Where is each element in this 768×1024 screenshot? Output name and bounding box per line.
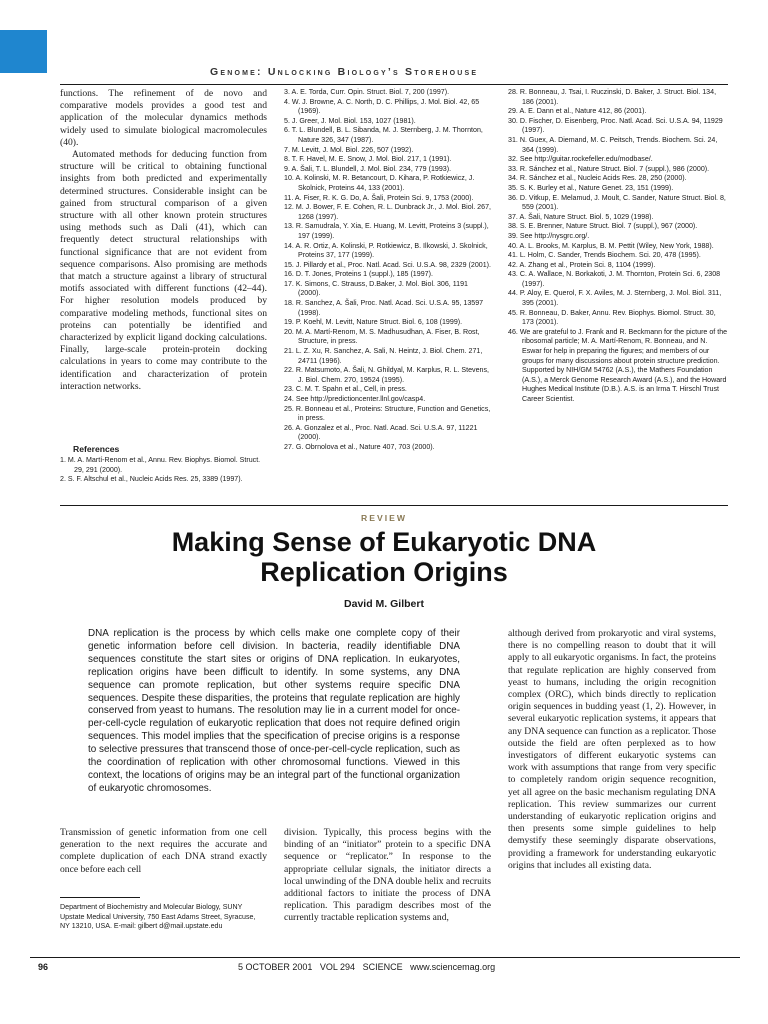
reference-item: 23. C. M. T. Spahn et al., Cell, in press. [284, 385, 407, 394]
article-column-1: Transmission of genetic information from one cell generation to the next requires the accurate and complete duplication of each DNA strand exactly once before each cell [60, 827, 267, 875]
reference-item: 30. D. Fischer, D. Eisenberg, Proc. Natl. Acad. Sci. U.S.A. 94, 11929 (1997). [508, 116, 723, 135]
footer-rule [30, 957, 740, 958]
reference-item: 18. R. Sanchez, A. Šali, Proc. Natl. Acad. Sci. U.S.A. 95, 13597 (1998). [284, 299, 484, 317]
top-body-column [60, 88, 267, 393]
article-author: David M. Gilbert [344, 598, 424, 610]
article-column-2: division. Typically, this process begins with the binding of an “initiator” protein to a specific DNA sequence or “replicator.” In response to the appropriate cellular signals, the initiator directs a local unwinding of the DNA double helix and recruits additional factors to initiate the process of DNA replication. This paradigm describes most of the currently tractable replication systems and, [284, 827, 491, 924]
reference-item: 35. S. K. Burley et al., Nature Genet. 23, 151 (1999). [508, 183, 674, 192]
reference-item: 22. R. Matsumoto, A. Šali, N. Ghildyal, M. Karplus, R. L. Stevens, J. Biol. Chem. 270, 19524 (1995). [284, 366, 490, 384]
affiliation-rule [60, 897, 140, 898]
reference-item: 13. R. Samudrala, Y. Xia, E. Huang, M. Levitt, Proteins 3 (suppl.), 197 (1999). [284, 222, 489, 240]
reference-item: 41. L. Holm, C. Sander, Trends Biochem. Sci. 20, 478 (1995). [508, 251, 701, 260]
reference-item: 32. See http://guitar.rockefeller.edu/modbase/. [508, 155, 653, 164]
section-divider [60, 505, 728, 506]
reference-item: 37. A. Šali, Nature Struct. Biol. 5, 1029 (1998). [508, 212, 654, 221]
title-line-2: Replication Origins [260, 557, 508, 587]
reference-item: 6. T. L. Blundell, B. L. Sibanda, M. J. Sternberg, J. M. Thornton, Nature 326, 347 (1987). [284, 126, 483, 144]
reference-item: 29. A. E. Dann et al., Nature 412, 86 (2001). [508, 107, 647, 116]
reference-item: 45. R. Bonneau, D. Baker, Annu. Rev. Biophys. Biomol. Struct. 30, 173 (2001). [508, 308, 716, 327]
article-kicker: REVIEW [361, 513, 407, 523]
reference-item: 38. S. E. Brenner, Nature Struct. Biol. 7 (suppl.), 967 (2000). [508, 222, 698, 231]
reference-item: 31. N. Guex, A. Diemand, M. C. Peitsch, Trends. Biochem. Sci. 24, 364 (1999). [508, 135, 718, 154]
article-abstract: DNA replication is the process by which cells make one complete copy of their genetic information before cell division. In bacteria, readily identifiable DNA sequences constitute the start sites or origins of DNA replication. In eukaryotes, replication origins have been difficult to identify. In some systems, any DNA sequence can promote replication, but other systems require specific DNA sequences. Despite these disparities, the proteins that regulate replication are highly conserved from yeast to humans. The resolution may lie in a current model for once-per-cell-cycle regulation of eukaryotic replication that does not require defined origin sequences. This model implies that the specification of precise origins is a response to selective pressures that transcend those of once-per-cell-cycle replication, such as the coordination of replication with other chromosomal functions. Viewed in this context, the locations of origins may be an integral part of the functional organization of eukaryotic chromosomes. [88, 628, 460, 794]
reference-item: 5. J. Greer, J. Mol. Biol. 153, 1027 (1981). [284, 116, 416, 125]
references-column-1 [60, 456, 267, 485]
reference-item: 3. A. E. Torda, Curr. Opin. Struct. Biol. 7, 200 (1997). [284, 88, 450, 96]
reference-item: 21. L. Z. Xu, R. Sanchez, A. Sali, N. Heintz, J. Biol. Chem. 271, 24711 (1996). [284, 347, 483, 365]
article-title [0, 527, 768, 587]
reference-item: 40. A. L. Brooks, M. Karplus, B. M. Pettit (Wiley, New York, 1988). [508, 241, 714, 250]
reference-item: 43. C. A. Wallace, N. Borkakoti, J. M. Thornton, Protein Sci. 6, 2308 (1997). [508, 270, 721, 288]
reference-item: 11. A. Fiser, R. K. G. Do, A. Šali, Protein Sci. 9, 1753 (2000). [284, 193, 474, 202]
reference-item: 16. D. T. Jones, Proteins 1 (suppl.), 185 (1997). [284, 270, 433, 279]
reference-item: 8. T. F. Havel, M. E. Snow, J. Mol. Biol. 217, 1 (1991). [284, 155, 452, 164]
reference-item: 33. R. Sánchez et al., Nature Struct. Biol. 7 (suppl.), 986 (2000). [508, 164, 710, 173]
reference-item: 15. J. Pillardy et al., Proc. Natl. Acad. Sci. U.S.A. 98, 2329 (2001). [284, 260, 491, 269]
body-paragraph: functions. The refinement of de novo and comparative models provides a good test and application of the molecular dynamics methods widely used to simulate biological macromolecules (40). [60, 88, 267, 148]
title-line-1: Making Sense of Eukaryotic DNA [171, 527, 597, 557]
reference-item: 4. W. J. Browne, A. C. North, D. C. Phillips, J. Mol. Biol. 42, 65 (1969). [284, 97, 480, 116]
references-column-2 [284, 88, 491, 453]
reference-item: 42. A. Zhang et al., Protein Sci. 8, 1104 (1999). [508, 260, 656, 269]
reference-item: 7. M. Levitt, J. Mol. Biol. 226, 507 (1992). [284, 145, 414, 154]
reference-item: 14. A. R. Ortiz, A. Kolinski, P. Rotkiewicz, B. Ilkowski, J. Skolnick, Proteins 37, 177 (1999). [284, 241, 488, 260]
reference-item: 17. K. Simons, C. Strauss, D.Baker, J. Mol. Biol. 306, 1191 (2000). [284, 279, 468, 298]
article-column-3: although derived from prokaryotic and viral systems, there is no compelling reason to doubt that it will apply to all eukaryotic organisms. In fact, the proteins that regulate replication are highly conserved from yeast to humans, including the origin recognition complex (ORC), which binds directly to replication origin sequences in budding yeast (1, 2). However, in several eukaryotic replication systems, it appears that any DNA sequence can function as a replicator. Those outside the field are often perplexed as to how investigators of different eukaryotic systems can work with assumptions that range from very specific to completely random origin sequence recognition, yet all agree on the basic mechanism regulating DNA replication. This review summarizes our current understanding of eukaryotic replication origins and then presents some simple guidelines to help demystify these seemingly disparate observations, providing a framework for understanding eukaryotic origins that includes all existing data. [508, 628, 716, 871]
reference-item: 46. We are grateful to J. Frank and R. Beckmann for the picture of the ribosomal particle; M. A. Martí-Renom, R. Bonneau, and N. Eswar for help in preparing the figures; and members of our groups for many discussions about protein structure prediction. Supported by NIH/GM 54762 (A.S.), the Mathers Foundation (A.S.), a Merck Genome Research Award (A.S.), and the Howard Hughes Medical Institute (D.B.). A.S. is an Irma T. Hirschl Trust Career Scientist. [508, 327, 728, 403]
reference-item: 36. D. Vitkup, E. Melamud, J. Moult, C. Sander, Nature Struct. Biol. 8, 559 (2001). [508, 193, 726, 212]
reference-item: 34. R. Sánchez et al., Nucleic Acids Res. 28, 250 (2000). [508, 174, 687, 183]
reference-item: 26. A. Gonzalez et al., Proc. Natl. Acad. Sci. U.S.A. 97, 11221 (2000). [284, 423, 478, 442]
page-number: 96 [38, 962, 49, 972]
reference-item: 28. R. Bonneau, J. Tsai, I. Ruczinski, D. Baker, J. Struct. Biol. 134, 186 (2001). [508, 88, 717, 106]
section-color-tab [0, 30, 47, 73]
reference-item: 24. See http://predictioncenter.llnl.gov/casp4. [284, 395, 426, 403]
reference-item: 39. See http://nysgrc.org/. [508, 231, 590, 240]
author-affiliation: Department of Biochemistry and Molecular Biology, SUNY Upstate Medical University, 750 East Adams Street, Syracuse, NY 13210, USA. E-mail: gilbert d@mail.upstate.edu [60, 903, 256, 930]
references-column-3 [508, 88, 728, 405]
reference-item: 19. P. Koehl, M. Levitt, Nature Struct. Biol. 6, 108 (1999). [284, 318, 463, 327]
footer-citation: 5 OCTOBER 2001 VOL 294 SCIENCE www.sciencemag.org [238, 962, 496, 972]
body-paragraph: Automated methods for deducing function from structure will be critical to obtaining functional insights from both predicted and experimentally determined structures. Considerable insight can be gained from structural comparison of a given structure with all other known protein structures using methods such as Dali (41), which can frequently detect structural relationships with functional significance that are not evident from sequence comparisons. Also promising are methods that match a structure against a library of structural motifs associated with different functions (42–44). For higher resolution models produced by comparative modeling methods, functional sites on proteins can potentially be identified and characterized by explicit ligand docking calculations. Finally, large-scale protein-protein docking calculations in years to come may contribute to the identification and characterization of protein interaction networks. [60, 149, 267, 392]
references-heading: References [73, 444, 120, 454]
reference-item: 12. M. J. Bower, F. E. Cohen, R. L. Dunbrack Jr., J. Mol. Biol. 267, 1268 (1997). [284, 203, 491, 221]
reference-item: 27. G. Obrnolova et al., Nature 407, 703 (2000). [284, 442, 435, 451]
running-head: Genome: Unlocking Biology’s Storehouse [210, 66, 479, 78]
reference-item: 9. A. Šali, T. L. Blundell, J. Mol. Biol. 234, 779 (1993). [284, 164, 452, 173]
reference-item: 2. S. F. Altschul et al., Nucleic Acids Res. 25, 3389 (1997). [60, 475, 243, 484]
reference-item: 10. A. Kolinski, M. R. Betancourt, D. Kihara, P. Rotkiewicz, J. Skolnick, Proteins 44, 133 (2001). [284, 174, 475, 192]
reference-item: 44. P. Aloy, E. Querol, F. X. Aviles, M. J. Sternberg, J. Mol. Biol. 311, 395 (2001). [508, 289, 722, 308]
reference-item: 20. M. A. Martí-Renom, M. S. Madhusudhan, A. Fiser, B. Rost, Structure, in press. [284, 327, 480, 346]
header-rule [60, 84, 728, 85]
reference-item: 25. R. Bonneau et al., Proteins: Structure, Function and Genetics, in press. [284, 404, 491, 423]
reference-item: 1. M. A. Martí-Renom et al., Annu. Rev. Biophys. Biomol. Struct. 29, 291 (2000). [60, 456, 261, 474]
